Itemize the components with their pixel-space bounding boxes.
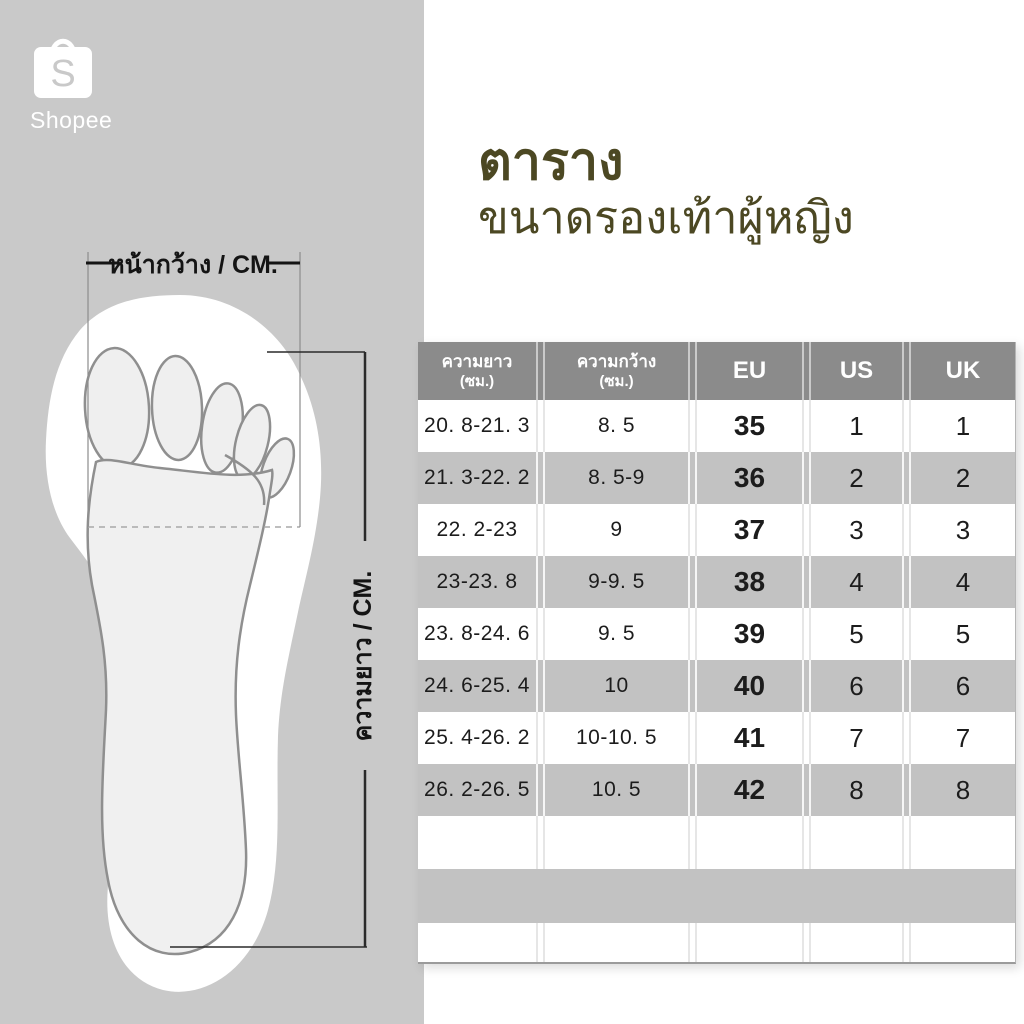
column-divider (536, 608, 545, 660)
foot-measurement-diagram (0, 0, 430, 1024)
column-divider (688, 816, 697, 869)
table-row (418, 712, 1015, 764)
cell-eu: 35 (733, 410, 766, 441)
cell-uk: 7 (955, 722, 971, 753)
header-us: US (839, 357, 874, 384)
column-divider (688, 764, 697, 816)
column-divider (536, 923, 545, 962)
header-length (418, 342, 536, 400)
column-divider (688, 712, 697, 764)
title-line1: ตาราง (478, 133, 624, 191)
cell-width: 9. 5 (597, 622, 636, 645)
cell-eu: 39 (733, 618, 766, 649)
column-divider (802, 504, 811, 556)
header-length-label: ความยาว (441, 352, 513, 372)
brand-name: Shopee (30, 107, 113, 133)
cell-us: 6 (849, 670, 864, 701)
cell-width: 10. 5 (591, 778, 642, 801)
empty-row-gray (418, 869, 1015, 923)
column-divider (902, 816, 911, 869)
column-divider (536, 556, 545, 608)
title-line2: ขนาดรองเท้าผู้หญิง (478, 192, 854, 244)
cell-width: 8. 5 (597, 414, 636, 437)
bag-initial: S (50, 53, 76, 95)
column-divider (688, 608, 697, 660)
table-row (418, 556, 1015, 608)
cell-length: 26. 2-26. 5 (424, 778, 530, 801)
cell-uk: 4 (955, 566, 971, 597)
column-divider (902, 923, 911, 962)
page-title (478, 134, 854, 243)
cell-width: 10-10. 5 (575, 726, 658, 749)
header-length-unit: (ซม.) (459, 372, 495, 390)
column-divider (802, 608, 811, 660)
column-divider (688, 342, 697, 400)
column-divider (536, 816, 545, 869)
empty-row (418, 816, 1015, 869)
cell-uk: 6 (955, 670, 971, 701)
cell-eu: 42 (733, 774, 766, 805)
column-divider (902, 342, 911, 400)
column-divider (902, 400, 911, 452)
cell-us: 5 (849, 618, 864, 649)
header-eu: EU (732, 357, 767, 384)
column-divider (688, 660, 697, 712)
cell-us: 3 (849, 514, 864, 545)
column-divider (902, 712, 911, 764)
column-divider (902, 764, 911, 816)
column-divider (802, 764, 811, 816)
column-divider (802, 342, 811, 400)
cell-us: 8 (849, 774, 864, 805)
column-divider (802, 712, 811, 764)
cell-length: 21. 3-22. 2 (424, 466, 530, 489)
column-divider (688, 452, 697, 504)
column-divider (688, 923, 697, 962)
cell-us: 4 (849, 566, 864, 597)
column-divider (902, 556, 911, 608)
cell-eu: 38 (733, 566, 766, 597)
table-row (418, 504, 1015, 556)
cell-eu: 40 (733, 670, 766, 701)
header-width-label: ความกว้าง (576, 352, 657, 372)
header-width (545, 342, 688, 400)
table-row (418, 608, 1015, 660)
column-divider (536, 504, 545, 556)
column-divider (536, 660, 545, 712)
header-width-unit: (ซม.) (599, 372, 634, 390)
cell-uk: 1 (955, 410, 971, 441)
column-divider (802, 660, 811, 712)
cell-length: 23. 8-24. 6 (424, 622, 530, 645)
column-divider (536, 342, 545, 400)
column-divider (802, 556, 811, 608)
table-row (418, 764, 1015, 816)
cell-width: 8. 5-9 (588, 466, 645, 489)
cell-length: 22. 2-23 (436, 518, 518, 541)
column-divider (802, 452, 811, 504)
cell-eu: 37 (733, 514, 766, 545)
length-label: ความยาว / CM. (349, 570, 377, 742)
cell-us: 7 (849, 722, 864, 753)
column-divider (536, 764, 545, 816)
cell-us: 2 (849, 462, 864, 493)
table-row (418, 400, 1015, 452)
column-divider (902, 504, 911, 556)
table-row (418, 660, 1015, 712)
column-divider (688, 556, 697, 608)
column-divider (536, 400, 545, 452)
table-header-row (418, 342, 1015, 400)
cell-eu: 41 (733, 722, 766, 753)
header-uk: UK (945, 357, 981, 384)
column-divider (802, 400, 811, 452)
column-divider (688, 504, 697, 556)
column-divider (902, 452, 911, 504)
column-divider (802, 816, 811, 869)
cell-width: 9 (610, 518, 623, 541)
cell-width: 10 (604, 674, 629, 697)
cell-length: 24. 6-25. 4 (424, 674, 530, 697)
empty-row (418, 923, 1015, 962)
cell-uk: 8 (955, 774, 971, 805)
table-row (418, 452, 1015, 504)
cell-length: 20. 8-21. 3 (424, 414, 530, 437)
cell-uk: 2 (955, 462, 971, 493)
cell-length: 23-23. 8 (436, 570, 518, 593)
cell-uk: 3 (955, 514, 971, 545)
cell-width: 9-9. 5 (588, 570, 645, 593)
column-divider (902, 608, 911, 660)
column-divider (536, 452, 545, 504)
cell-uk: 5 (955, 618, 971, 649)
column-divider (902, 660, 911, 712)
cell-eu: 36 (733, 462, 766, 493)
cell-us: 1 (849, 410, 864, 441)
column-divider (536, 712, 545, 764)
size-table (418, 342, 1016, 964)
column-divider (802, 923, 811, 962)
width-label: หน้ากว้าง / CM. (108, 251, 278, 279)
column-divider (688, 400, 697, 452)
cell-length: 25. 4-26. 2 (424, 726, 530, 749)
